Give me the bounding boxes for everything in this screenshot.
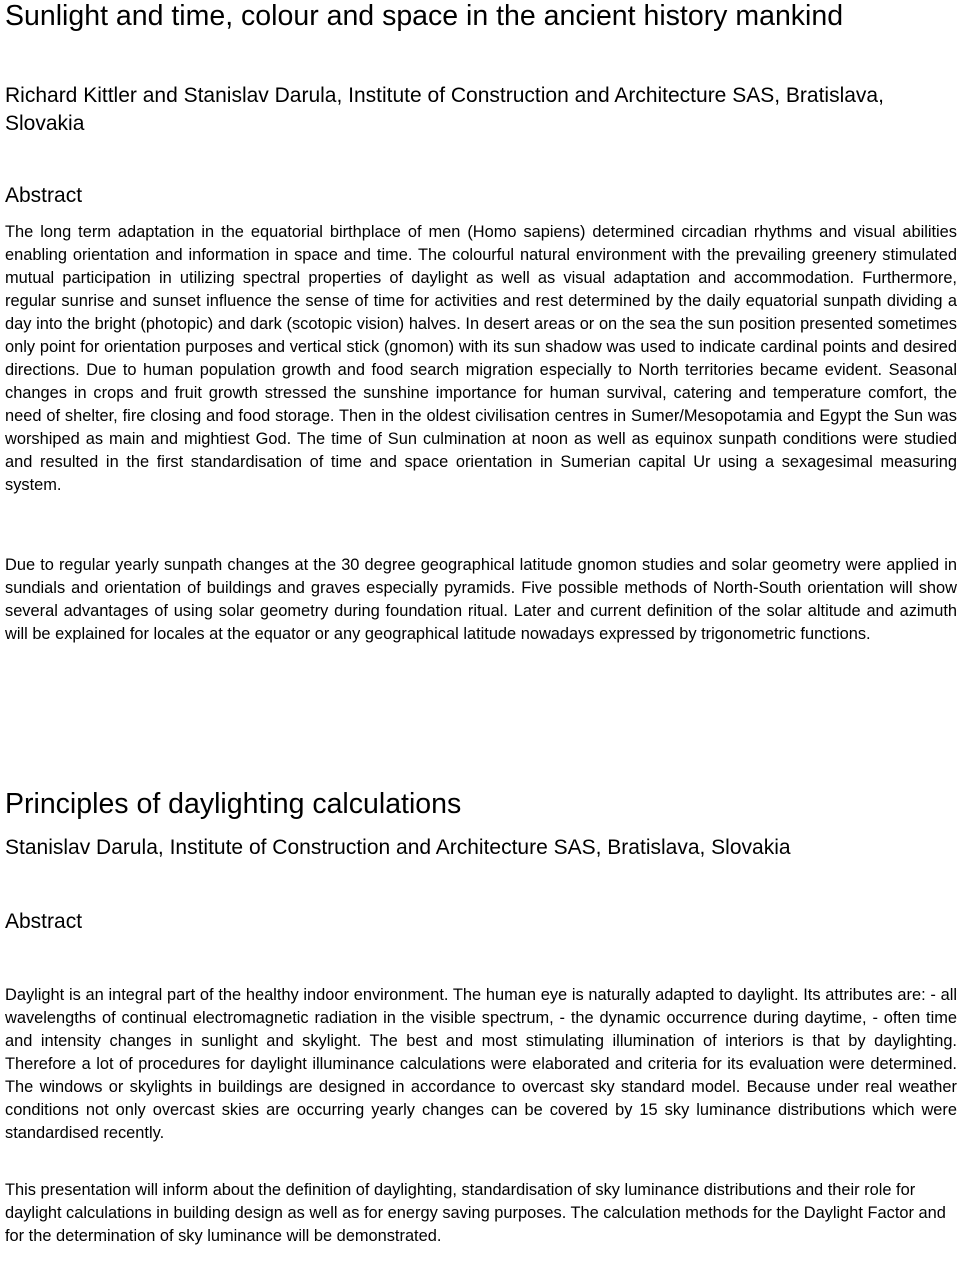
paper-1-authors: Richard Kittler and Stanislav Darula, Institute of Construction and Architecture SAS, Bratislava, Slovakia	[5, 84, 884, 135]
paper-1-abstract-paragraph-1: The long term adaptation in the equatorial birthplace of men (Homo sapiens) determined circadian rhythms and visual abilities enabling orientation and information in space and time. The colourful natural environment with the prevailing greenery stimulated mutual participation in utilizing spectral properties of daylight as well as visual adaptation and accommodation. Furthermore, regular sunrise and sunset influence the sense of time for activities and rest determined by the daily equatorial sunpath dividing a day into the bright (photopic) and dark (scotopic vision) halves. In desert areas or on the sea the sun position presented sometimes only point for orientation purposes and vertical stick (gnomon) with its sun shadow was used to indicate cardinal points and desired directions. Due to human population growth and food search migration especially to North territories became evident. Seasonal changes in crops and fruit growth stressed the sunshine importance for human survival, catering and temperature comfort, the need of shelter, fire closing and food storage. Then in the oldest civilisation centres in Sumer/Mesopotamia and Egypt the Sun was worshiped as main and mightiest God. The time of Sun culmination at noon as well as equinox sunpath conditions were studied and resulted in the first standardisation of time and space orientation in Sumerian capital Ur using a sexagesimal measuring system.	[5, 223, 957, 494]
paper-1-title: Sunlight and time, colour and space in the ancient history mankind	[5, 0, 844, 32]
paper-2-abstract-paragraph-2: This presentation will inform about the definition of daylighting, standardisation of sky luminance distributions and their role for daylight calculations in building design as well as for energy saving purposes. The calculation methods for the Daylight Factor and for the determination of sky luminance will be demonstrated.	[5, 1181, 946, 1245]
paper-2-title: Principles of daylighting calculations	[5, 788, 462, 820]
paper-2-abstract-paragraph-1: Daylight is an integral part of the healthy indoor environment. The human eye is naturally adapted to daylight. Its attributes are: - all wavelengths of continual electromagnetic radiation in the visible spectrum, - the dynamic occurrence during daytime, - often time and intensity changes in sunlight and skylight. The best and most stimulating illumination of interiors is that by daylighting. Therefore a lot of procedures for daylight illuminance calculations were elaborated and criteria for its evaluation were determined. The windows or skylights in buildings are designed in accordance to overcast sky standard model. Because under real weather conditions not only overcast skies are occurring yearly changes can be covered by 15 sky luminance distributions which were standardised recently.	[5, 986, 957, 1142]
paper-2-abstract-heading: Abstract	[5, 910, 83, 933]
paper-1-abstract-heading: Abstract	[5, 184, 83, 207]
paper-1-abstract-paragraph-2: Due to regular yearly sunpath changes at the 30 degree geographical latitude gnomon studies and solar geometry were applied in sundials and orientation of buildings and graves especially pyramids. Five possible methods of North-South orientation will show several advantages of using solar geometry during foundation ritual. Later and current definition of the solar altitude and azimuth will be explained for locales at the equator or any geographical latitude nowadays expressed by trigonometric functions.	[5, 556, 957, 643]
paper-2-authors: Stanislav Darula, Institute of Construction and Architecture SAS, Bratislava, Slovakia	[5, 836, 791, 859]
